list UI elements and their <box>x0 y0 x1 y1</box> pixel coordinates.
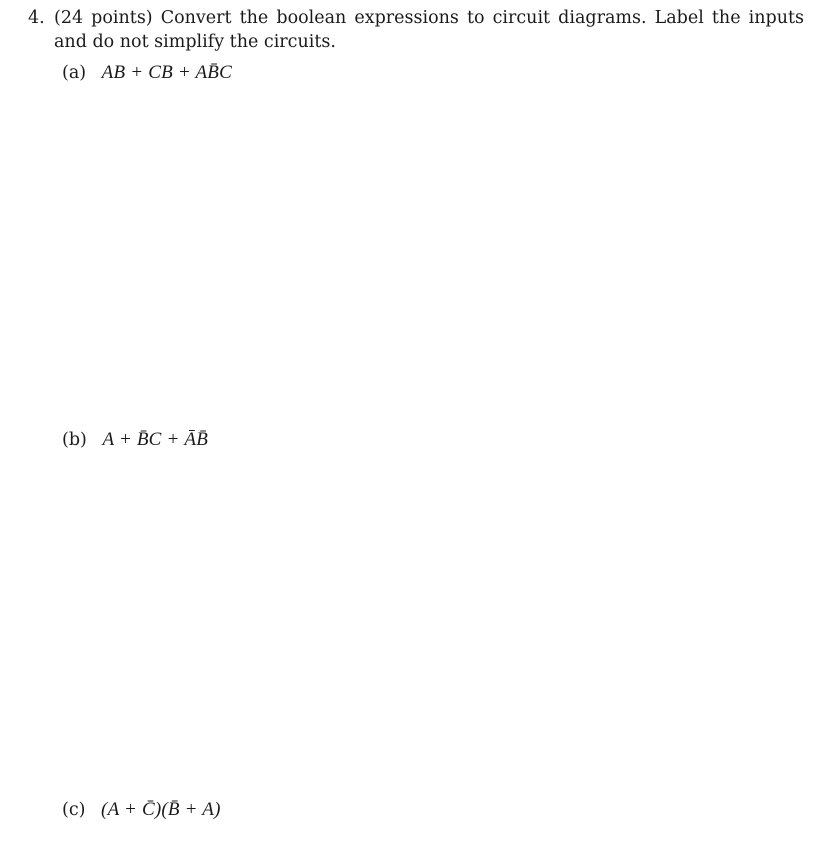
part-c-expression: (A + C̄)(B̄ + A) <box>101 799 221 820</box>
part-a-expression: AB + CB + AB̄C <box>101 62 232 83</box>
part-b-label: (b) <box>62 430 87 450</box>
part-c-label: (c) <box>62 800 86 820</box>
part-a <box>62 61 232 85</box>
part-c <box>62 798 221 822</box>
part-a-label: (a) <box>62 63 87 83</box>
part-b-expression: A + B̄C + ĀB̄ <box>102 429 209 450</box>
question-text: (24 points) Convert the boolean expressions to circuit diagrams. Label the inputs and do not simplify the circuits. <box>54 8 804 52</box>
question-block <box>28 6 804 54</box>
question-number: 4. <box>28 8 45 28</box>
part-b <box>62 428 208 452</box>
question-header <box>28 6 804 54</box>
